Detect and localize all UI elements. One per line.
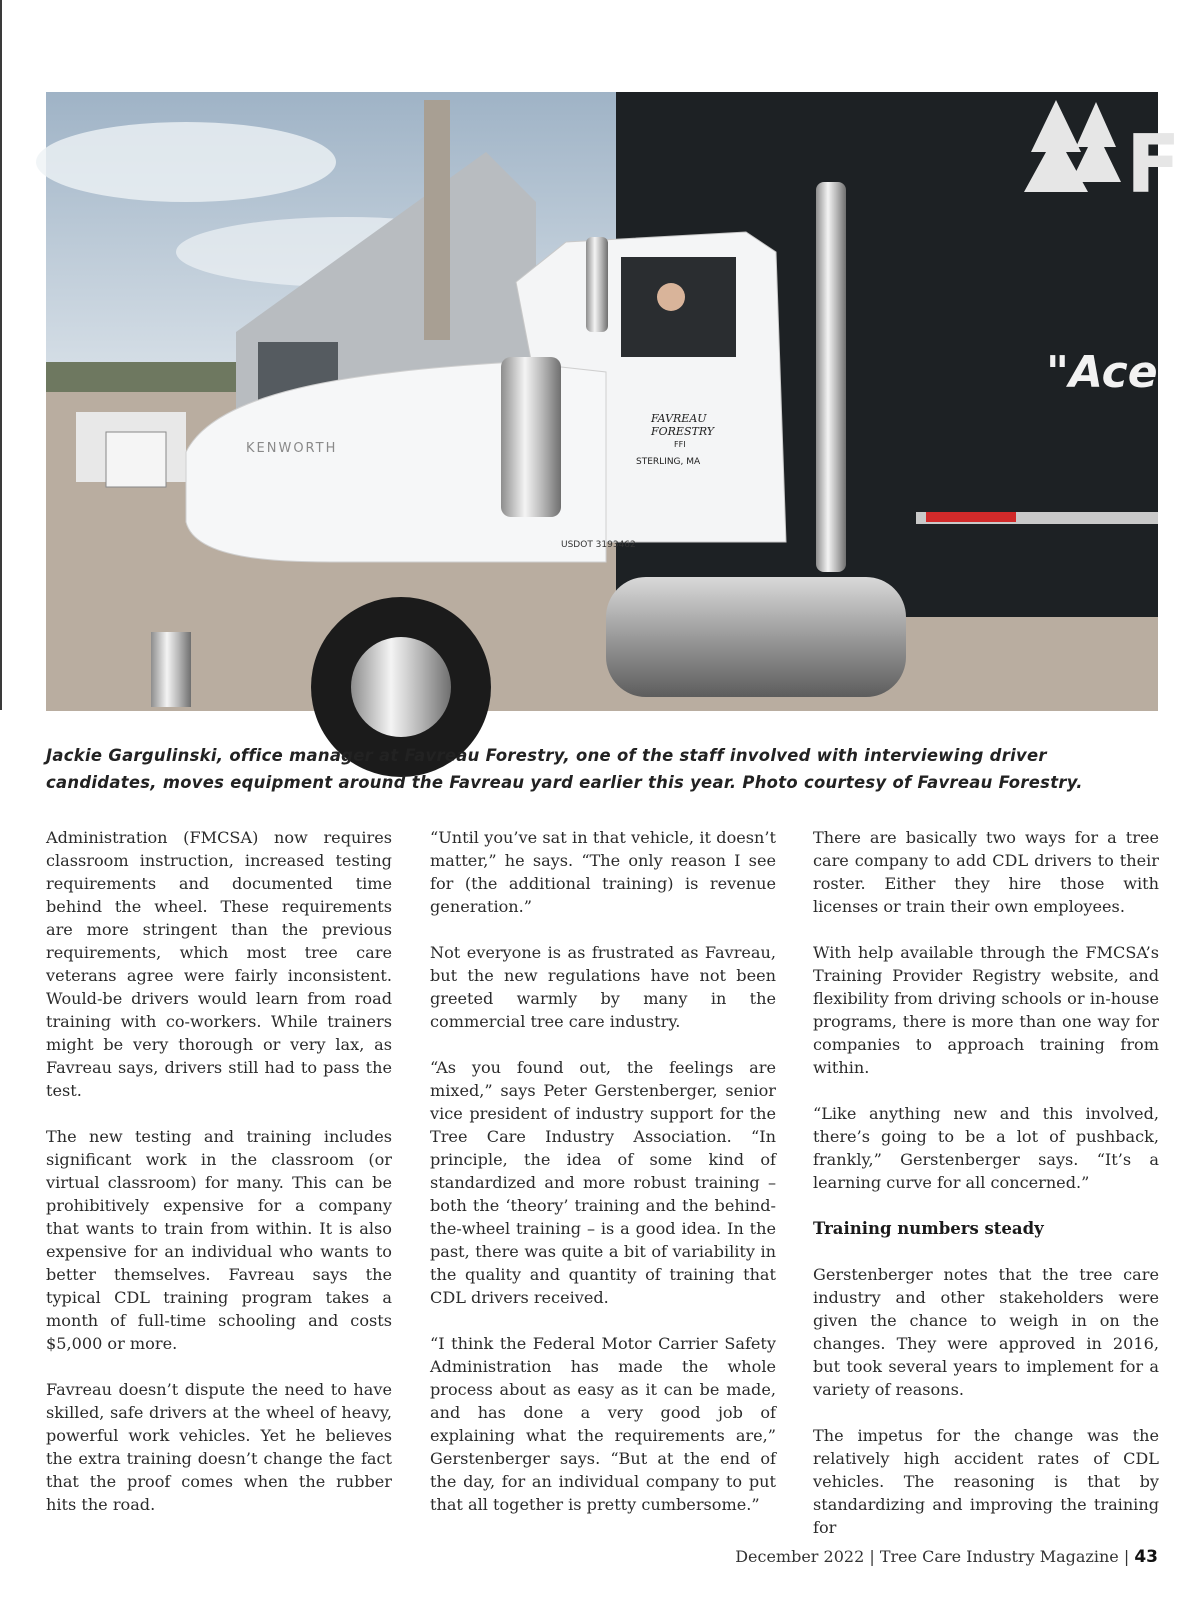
paragraph: “I think the Federal Motor Carrier Safety Administration has made the whole process about as easy as it can be made, and has done a very good job of explaining what the requirements are,” Gerstenberger says. “But at the end of the day, for an individual company to put that all together is pretty cumbersome.” — [430, 1334, 776, 1514]
page-edge-rule — [0, 0, 2, 710]
truck-illustration — [46, 92, 1181, 711]
article-column-3 — [813, 826, 1159, 1562]
box-letter: F — [1126, 118, 1181, 211]
door-logo-sub: FFI — [674, 440, 686, 449]
footer-issue: December 2022 | Tree Care Industry Magazine | — [735, 1547, 1130, 1566]
section-heading: Training numbers steady — [813, 1219, 1044, 1238]
door-logo-line1: FAVREAU — [651, 412, 707, 425]
exhaust-stack — [816, 182, 846, 572]
truck-photo — [46, 92, 1181, 711]
paragraph: “Until you’ve sat in that vehicle, it doesn’t matter,” he says. “The only reason I see for (the additional training) is revenue generation.” — [430, 828, 776, 916]
article-column-1 — [46, 826, 392, 1539]
photo-caption: Jackie Gargulinski, office manager at Favreau Forestry, one of the staff involved with interviewing driver candidates, moves equipment around the Favreau yard earlier this year. Photo courtesy of Favreau Forestry. — [46, 746, 1083, 792]
paragraph: With help available through the FMCSA’s Training Provider Registry website, and flexibility from driving schools or in-house programs, there is more than one way for companies to approach training from within. — [813, 943, 1159, 1077]
page-footer — [735, 1546, 1158, 1568]
driver-face — [657, 283, 685, 311]
air-cleaner — [501, 357, 561, 517]
paragraph: There are basically two ways for a tree care company to add CDL drivers to their roster. Either they hire those with licenses or train their own employees. — [813, 828, 1159, 916]
box-slogan: "Ace — [1046, 347, 1158, 398]
door-town: STERLING, MA — [636, 457, 701, 467]
paragraph: Favreau doesn’t dispute the need to have skilled, safe drivers at the wheel of heavy, powerful work vehicles. Yet he believes the extra training doesn’t change the fact that the proof comes when the rubber hits the road. — [46, 1380, 392, 1514]
paragraph: “Like anything new and this involved, there’s going to be a lot of pushback, frankly,” Gerstenberger says. “It’s a learning curve for all concerned.” — [813, 1104, 1159, 1192]
page-number: 43 — [1134, 1547, 1158, 1567]
cloud — [36, 122, 336, 202]
chimney — [424, 100, 450, 340]
paragraph: “As you found out, the feelings are mixed,” says Peter Gerstenberger, senior vice president of industry support for the Tree Care Industry Association. “In principle, the idea of some kind of standardized and more robust training – both the ‘theory’ training and the behind-the-wheel training – is a good idea. In the past, there was quite a bit of variability in the quality and quantity of training that CDL drivers received. — [430, 1058, 776, 1307]
paragraph: The new testing and training includes significant work in the classroom (or virtual classroom) for many. This can be prohibitively expensive for a company that wants to train from within. It is also expensive for an individual who wants to better themselves. Favreau says the typical CDL training program takes a month of full-time schooling and costs $5,000 or more. — [46, 1127, 392, 1353]
hood-brand: KENWORTH — [246, 441, 338, 456]
front-rim — [351, 637, 451, 737]
paragraph: Administration (FMCSA) now requires classroom instruction, increased testing requirements and documented time behind the wheel. These requirements are more stringent than the previous requirements, which most tree care veterans agree were fairly inconsistent. Would-be drivers would learn from road training with co-workers. While trainers might be very thorough or very lax, as Favreau says, drivers still had to pass the test. — [46, 828, 392, 1100]
paragraph: Not everyone is as frustrated as Favreau, but the new regulations have not been greeted warmly by many in the commercial tree care industry. — [430, 943, 776, 1031]
side-mirror — [586, 237, 608, 332]
article-column-2 — [430, 826, 776, 1539]
paragraph: Gerstenberger notes that the tree care industry and other stakeholders were given the chance to weigh in on the changes. They were approved in 2016, but took several years to implement for a variety of reasons. — [813, 1265, 1159, 1399]
fuel-tank — [606, 577, 906, 697]
reflector — [926, 512, 1016, 522]
paragraph: The impetus for the change was the relatively high accident rates of CDL vehicles. The reasoning is that by standardizing and improving the training for — [813, 1426, 1159, 1537]
usdot-number: USDOT 3193462 — [561, 540, 636, 550]
bg-truck-cab — [106, 432, 166, 487]
door-logo-line2: FORESTRY — [651, 425, 715, 438]
front-bumper — [151, 632, 191, 707]
